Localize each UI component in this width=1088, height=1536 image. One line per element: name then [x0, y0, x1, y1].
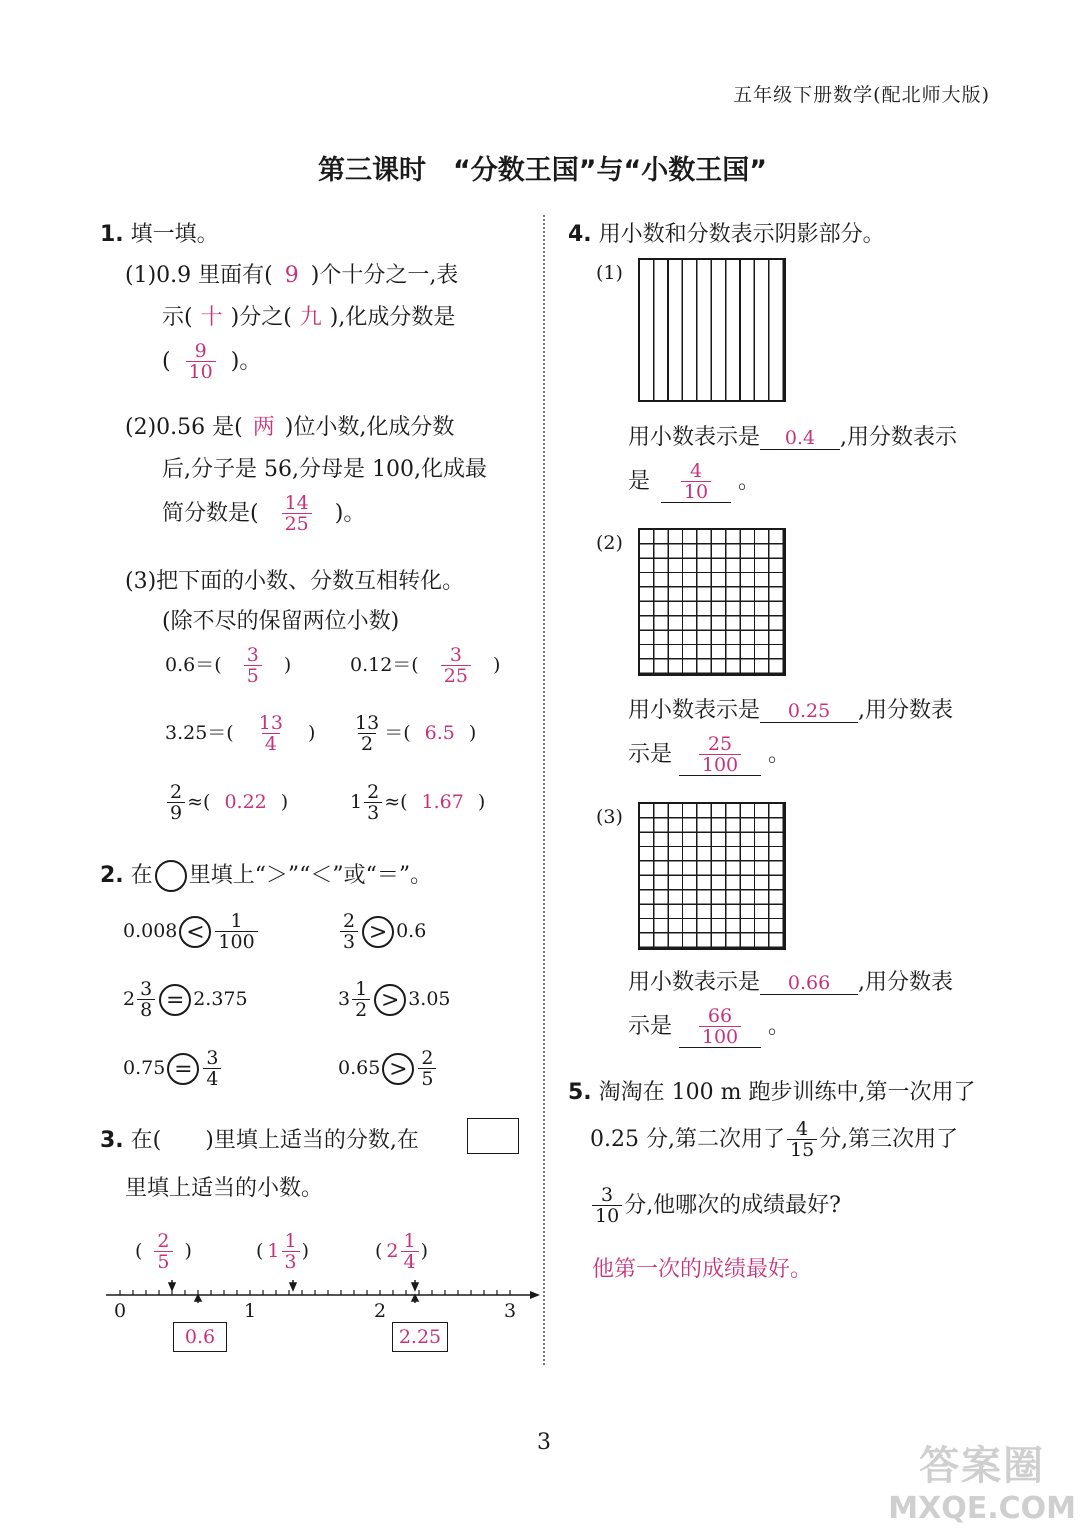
denominator: 25 — [441, 665, 471, 686]
text: 分,第三次用了 — [819, 1127, 959, 1152]
q2-heading — [100, 858, 432, 892]
fraction — [352, 714, 382, 754]
fraction — [137, 980, 155, 1020]
conversion-6 — [350, 783, 485, 823]
denominator: 10 — [681, 481, 711, 502]
numerator: 3 — [206, 1047, 219, 1069]
watermark-logo — [888, 1434, 1076, 1526]
answer-fraction — [681, 462, 711, 502]
text: 用小数表示是 — [628, 425, 761, 450]
page-number: 3 — [537, 1430, 551, 1455]
fraction — [167, 783, 185, 823]
tick-label-3: 3 — [504, 1300, 517, 1322]
text: ) — [280, 791, 289, 813]
denominator: 100 — [215, 931, 257, 952]
decimal-box-1 — [173, 1322, 227, 1352]
numerator: 1 — [284, 1230, 297, 1252]
text: )。 — [230, 349, 262, 374]
compare-3 — [123, 980, 248, 1020]
numerator: 2 — [421, 1047, 434, 1069]
answer-jiu: 九 — [299, 305, 322, 330]
q1-p1-line1 — [125, 258, 458, 289]
answer-fraction — [699, 1007, 741, 1047]
answer-decimal: 6.5 — [424, 722, 455, 744]
q1-p2-line3 — [162, 494, 365, 534]
denominator: 5 — [418, 1068, 436, 1089]
numerator: 4 — [796, 1118, 809, 1140]
shaded-stripes-grid — [638, 258, 786, 402]
fraction — [364, 783, 382, 823]
text: ) — [493, 654, 501, 676]
q4-heading — [568, 217, 885, 248]
q4-p2-line2 — [628, 735, 790, 776]
text: ),化成分数是 — [329, 305, 456, 330]
numerator: 2 — [367, 781, 380, 803]
text: ,用分数表 — [858, 970, 954, 995]
q4-p1-line2 — [628, 462, 760, 503]
compare-6 — [338, 1049, 438, 1089]
denominator: 2 — [358, 733, 376, 754]
answer-fraction — [441, 646, 471, 686]
text: 0.25 分,第二次用了 — [590, 1127, 785, 1152]
denominator: 5 — [154, 1251, 172, 1272]
answer-line — [679, 735, 761, 776]
compare-circle: = — [167, 1053, 199, 1085]
text: ) — [477, 791, 486, 813]
q1-number: 1. — [100, 222, 124, 247]
denominator: 4 — [262, 733, 280, 754]
answer-liang: 两 — [252, 415, 275, 440]
compare-2 — [338, 912, 426, 952]
answer-decimal: 1.67 — [421, 791, 464, 813]
text: 0.6 — [396, 920, 427, 942]
q1-p2-line1 — [125, 410, 454, 441]
text: ,用分数表示 — [840, 425, 958, 450]
conversion-2 — [350, 646, 500, 686]
page-header: 五年级下册数学(配北师大版) — [733, 84, 990, 106]
q1-title: 填一填。 — [130, 222, 219, 247]
q4-p3-label: (3) — [596, 806, 623, 828]
q3-line2: 里填上适当的小数。 — [125, 1176, 324, 1201]
numerator: 9 — [194, 340, 207, 362]
text: 用小数和分数表示阴影部分。 — [598, 222, 885, 247]
text: 。 — [768, 742, 791, 767]
answer-shi: 十 — [200, 305, 223, 330]
numerator: 2 — [170, 781, 183, 803]
compare-circle: > — [374, 984, 406, 1016]
numerator: 2 — [343, 910, 356, 932]
answer-fraction — [244, 646, 262, 686]
numerator: 3 — [246, 644, 259, 666]
text: ＝( — [384, 722, 411, 744]
numerator: 1 — [230, 910, 243, 932]
denominator: 8 — [137, 999, 155, 1020]
denominator: 4 — [401, 1251, 419, 1272]
compare-4 — [338, 980, 451, 1020]
denominator: 100 — [699, 1026, 741, 1047]
decimal-box-2 — [392, 1322, 448, 1352]
denominator: 5 — [244, 665, 262, 686]
blank-circle — [155, 860, 187, 892]
numerator: 13 — [258, 712, 283, 734]
denominator: 4 — [203, 1068, 221, 1089]
tick-label-1: 1 — [244, 1300, 257, 1322]
text: )位小数,化成分数 — [284, 415, 455, 440]
text: 2.375 — [193, 988, 248, 1010]
q5-line2 — [590, 1120, 958, 1160]
text: )。 — [334, 501, 366, 526]
text: 分,他哪次的成绩最好? — [624, 1193, 841, 1218]
answer-line — [679, 1007, 761, 1048]
text: 在 — [130, 863, 153, 888]
whole-number: 1 — [350, 791, 363, 813]
shaded-square-grid-1 — [638, 528, 786, 676]
q3-number: 3. — [100, 1128, 124, 1153]
answer-line — [661, 462, 731, 503]
tick-label-2: 2 — [374, 1300, 387, 1322]
text: 里填上“＞”“＜”或“＝”。 — [188, 863, 433, 888]
number-line — [100, 1280, 545, 1320]
numerator: 3 — [449, 644, 462, 666]
compare-1 — [123, 912, 260, 952]
q5-line1 — [568, 1075, 976, 1106]
text: 0.008 — [123, 920, 178, 942]
numerator: 1 — [355, 978, 368, 1000]
answer-fraction — [699, 735, 741, 775]
denominator: 3 — [340, 931, 358, 952]
text: (1)0.9 里面有( — [125, 263, 273, 288]
q4-p2-line1 — [628, 693, 953, 724]
text: ,用分数表 — [858, 698, 954, 723]
tick-label-0: 0 — [114, 1300, 127, 1322]
text: )里填上适当的分数,在 — [205, 1128, 419, 1153]
text: 3.25＝( — [165, 722, 234, 744]
text: 。 — [738, 469, 761, 494]
fraction — [352, 980, 370, 1020]
compare-circle: > — [382, 1053, 414, 1085]
answer-decimal: 0.4 — [760, 427, 840, 450]
denominator: 3 — [364, 802, 382, 823]
text: 淘淘在 100 m 跑步训练中,第一次用了 — [598, 1080, 976, 1105]
whole-number: 3 — [338, 988, 351, 1010]
text: 0.75 — [123, 1057, 166, 1079]
denominator: 2 — [352, 999, 370, 1020]
answer-decimal: 2.25 — [398, 1326, 442, 1348]
numerator: 13 — [355, 712, 380, 734]
numberline-fraction-3: ( 2 $\frac{1}{4}$ ) — [375, 1230, 429, 1273]
conversion-3 — [165, 714, 315, 754]
text: 0.65 — [338, 1057, 381, 1079]
text: ≈( — [187, 791, 211, 813]
fraction — [592, 1186, 622, 1226]
text: ( — [162, 349, 171, 374]
text: 示是 — [628, 1014, 673, 1039]
page-title: 第三课时 “分数王国”与“小数王国” — [318, 155, 767, 186]
text: 3.05 — [408, 988, 451, 1010]
compare-5 — [123, 1049, 223, 1089]
answer-fraction — [282, 494, 312, 534]
answer-fraction — [256, 714, 286, 754]
text: ) — [283, 654, 292, 676]
answer-fraction — [282, 1232, 300, 1272]
answer-fraction — [401, 1232, 419, 1272]
numerator: 3 — [140, 978, 153, 1000]
q1-p1-line3 — [162, 342, 261, 382]
numberline-fraction-2: ( 1 $\frac{1}{3}$ ) — [256, 1230, 310, 1273]
whole-number: 2 — [123, 988, 136, 1010]
answer-9: 9 — [284, 263, 299, 288]
whole-number: 2 — [386, 1240, 399, 1262]
fraction — [215, 912, 257, 952]
q4-number: 4. — [568, 222, 592, 247]
conversion-1 — [165, 646, 291, 686]
text: )个十分之一,表 — [310, 263, 459, 288]
text: 示( — [162, 305, 193, 330]
text: 是 — [628, 469, 651, 494]
fraction — [203, 1049, 221, 1089]
text: 用小数表示是 — [628, 698, 761, 723]
denominator: 10 — [592, 1205, 622, 1226]
numerator: 25 — [707, 733, 733, 755]
numerator: 4 — [689, 460, 703, 482]
fraction — [787, 1120, 817, 1160]
q4-p2-label: (2) — [596, 532, 623, 554]
numerator: 3 — [601, 1184, 614, 1206]
answer-fraction — [154, 1232, 172, 1272]
q1-p3-line1: (3)把下面的小数、分数互相转化。 — [125, 569, 465, 594]
text: 。 — [768, 1014, 791, 1039]
denominator: 10 — [186, 361, 216, 382]
q2-number: 2. — [100, 863, 124, 888]
whole-number: 1 — [267, 1240, 280, 1262]
watermark-url: MXQE.COM — [888, 1491, 1076, 1526]
q4-p3-line2 — [628, 1007, 790, 1048]
blank-box — [467, 1118, 519, 1154]
conversion-4 — [350, 714, 476, 754]
text: ) — [468, 722, 477, 744]
compare-circle: < — [179, 916, 211, 948]
answer-decimal: 0.22 — [224, 791, 267, 813]
answer-decimal: 0.6 — [184, 1326, 216, 1348]
q1-heading — [100, 217, 219, 248]
q3-line1 — [100, 1123, 419, 1154]
fraction — [340, 912, 358, 952]
text: 简分数是( — [162, 501, 259, 526]
denominator: 15 — [787, 1139, 817, 1160]
q4-p3-line1 — [628, 965, 953, 996]
conversion-5 — [165, 783, 288, 823]
answer-decimal: 0.25 — [760, 700, 858, 723]
text: )分之( — [230, 305, 292, 330]
denominator: 25 — [282, 513, 312, 534]
answer-decimal: 0.66 — [760, 972, 858, 995]
text: 0.12＝( — [350, 654, 419, 676]
text: (2)0.56 是( — [125, 415, 243, 440]
answer-fraction — [186, 342, 216, 382]
text: 用小数表示是 — [628, 970, 761, 995]
text: 0.6＝( — [165, 654, 222, 676]
denominator: 3 — [282, 1251, 300, 1272]
watermark-text: 答案圈 — [919, 1443, 1046, 1489]
column-divider — [543, 215, 545, 1365]
numerator: 1 — [403, 1230, 416, 1252]
q1-p2-line2: 后,分子是 56,分母是 100,化成最 — [162, 457, 487, 482]
text: 在( — [130, 1128, 162, 1153]
denominator: 100 — [699, 754, 741, 775]
q4-p1-label: (1) — [596, 262, 623, 284]
q5-answer: 他第一次的成绩最好。 — [592, 1257, 813, 1282]
text: ) — [308, 722, 316, 744]
q4-p1-line1 — [628, 420, 957, 451]
q5-number: 5. — [568, 1080, 592, 1105]
compare-circle: = — [159, 984, 191, 1016]
q1-p3-line2: (除不尽的保留两位小数) — [162, 609, 400, 634]
fraction — [418, 1049, 436, 1089]
numerator: 14 — [284, 492, 309, 514]
q5-line3 — [590, 1186, 841, 1226]
shaded-square-grid-2 — [638, 802, 786, 950]
numberline-fraction-1: ( $\frac{2}{5}$ ) — [135, 1230, 192, 1273]
numerator: 2 — [157, 1230, 170, 1252]
compare-circle: > — [362, 916, 394, 948]
numerator: 66 — [707, 1005, 733, 1027]
q1-p1-line2 — [162, 300, 455, 331]
text: 示是 — [628, 742, 673, 767]
denominator: 9 — [167, 802, 185, 823]
text: ≈( — [384, 791, 408, 813]
